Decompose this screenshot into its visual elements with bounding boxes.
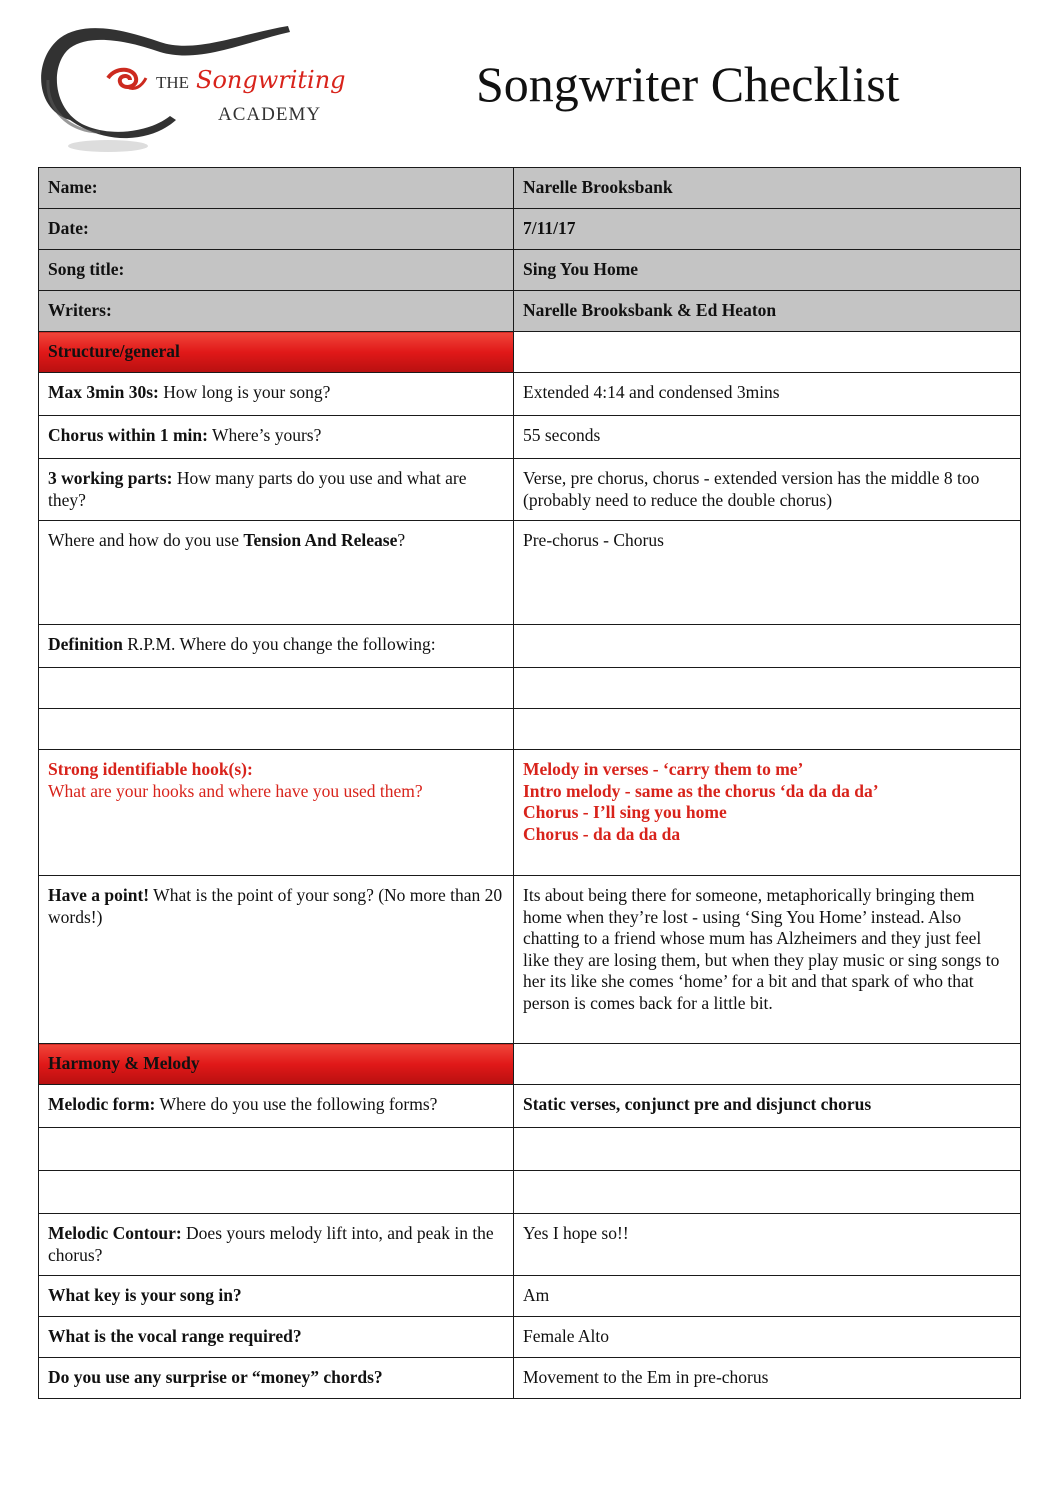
logo-the: THE [156, 73, 190, 92]
empty-cell [514, 1044, 1021, 1085]
question-bold: Melodic Contour: [48, 1223, 182, 1243]
question-cell: What key is your song in? [39, 1276, 514, 1317]
question-bold: Definition [48, 634, 123, 654]
answer-cell: Extended 4:14 and condensed 3mins [514, 373, 1021, 416]
info-value: Narelle Brooksbank & Ed Heaton [514, 291, 1021, 332]
empty-cell [39, 1171, 514, 1214]
answer-cell: Am [514, 1276, 1021, 1317]
empty-row [39, 1128, 1021, 1171]
question-bold: Have a point! [48, 885, 150, 905]
empty-row [39, 668, 1021, 709]
question-row-surprise [39, 1358, 1021, 1399]
info-value: 7/11/17 [514, 209, 1021, 250]
question-row-range [39, 1317, 1021, 1358]
question-row-contour [39, 1214, 1021, 1276]
empty-cell [514, 709, 1021, 750]
hook-answer: Intro melody - same as the chorus ‘da da da da’ [523, 780, 879, 801]
info-row-name [39, 168, 1021, 209]
question-cell [39, 373, 514, 416]
page-title: Songwriter Checklist [476, 56, 900, 112]
info-label: Song title: [39, 250, 514, 291]
logo-red-swirl [108, 70, 136, 87]
empty-cell [39, 709, 514, 750]
question-bold: 3 working parts: [48, 468, 173, 488]
question-text: How many parts do you use and what are they? [48, 468, 467, 510]
answer-cell [514, 750, 1021, 876]
question-row-chorus-time [39, 416, 1021, 459]
question-text: What is the point of your song? (No more than 20 words!) [48, 885, 503, 927]
info-row-writers [39, 291, 1021, 332]
empty-cell [514, 1171, 1021, 1214]
hook-answer: Melody in verses - ‘carry them to me’ [523, 759, 804, 779]
question-text: ? [397, 530, 406, 550]
question-row-definition [39, 625, 1021, 668]
answer-cell: Female Alto [514, 1317, 1021, 1358]
question-cell [39, 750, 514, 876]
answer-cell: Its about being there for someone, metaphorically bringing them home when they’re lost - using ‘Sing You Home’ instead. Also chatting to a friend whose mum has Alzheimers and they just feel like they are losing them, but when they play music or sing songs to her its like she comes ‘home’ for a bit and that spark of who that person is comes back for a little bit. [514, 876, 1021, 1044]
answer-cell [514, 625, 1021, 668]
question-text: What are your hooks and where have you used them? [48, 780, 423, 801]
empty-row [39, 1171, 1021, 1214]
question-cell [39, 1214, 514, 1276]
info-row-date [39, 209, 1021, 250]
question-cell: What is the vocal range required? [39, 1317, 514, 1358]
answer-cell: Static verses, conjunct pre and disjunct chorus [514, 1085, 1021, 1128]
hook-answer: Chorus - da da da da [523, 823, 681, 844]
question-row-hooks [39, 750, 1021, 876]
question-cell [39, 521, 514, 625]
section-row-harmony [39, 1044, 1021, 1085]
question-bold: Strong identifiable hook(s): [48, 759, 253, 779]
question-text: Where and how do you use [48, 530, 244, 550]
question-bold: Max 3min 30s: [48, 382, 159, 402]
answer-cell: 55 seconds [514, 416, 1021, 459]
empty-cell [39, 668, 514, 709]
info-value: Sing You Home [514, 250, 1021, 291]
answer-cell: Yes I hope so!! [514, 1214, 1021, 1276]
question-text: R.P.M. Where do you change the following: [122, 634, 436, 654]
question-cell [39, 459, 514, 521]
question-bold: Tension And Release [243, 530, 398, 550]
question-text: Where’s yours? [207, 425, 322, 445]
question-row-melodic-form [39, 1085, 1021, 1128]
question-cell [39, 1085, 514, 1128]
question-cell [39, 625, 514, 668]
info-label: Writers: [39, 291, 514, 332]
question-row-parts [39, 459, 1021, 521]
info-value: Narelle Brooksbank [514, 168, 1021, 209]
question-text: Where do you use the following forms? [155, 1094, 438, 1114]
songwriting-academy-logo [30, 20, 350, 160]
question-bold: Chorus within 1 min: [48, 425, 208, 445]
question-bold: Melodic form: [48, 1094, 156, 1114]
hook-answer: Chorus - I’ll sing you home [523, 802, 727, 822]
question-cell: Do you use any surprise or “money” chords? [39, 1358, 514, 1399]
section-header-structure: Structure/general [39, 332, 514, 373]
checklist-table [38, 167, 1021, 1399]
question-cell [39, 876, 514, 1044]
section-row-structure [39, 332, 1021, 373]
empty-row [39, 709, 1021, 750]
empty-cell [514, 668, 1021, 709]
empty-cell [514, 1128, 1021, 1171]
logo-academy: ACADEMY [218, 104, 322, 125]
logo-songwriting: Songwriting [196, 66, 346, 94]
info-label: Date: [39, 209, 514, 250]
question-row-tension [39, 521, 1021, 625]
question-row-key [39, 1276, 1021, 1317]
answer-cell: Movement to the Em in pre-chorus [514, 1358, 1021, 1399]
info-row-song-title [39, 250, 1021, 291]
answer-cell: Verse, pre chorus, chorus - extended version has the middle 8 too (probably need to reduce the double chorus) [514, 459, 1021, 521]
empty-cell [514, 332, 1021, 373]
answer-cell: Pre-chorus - Chorus [514, 521, 1021, 625]
empty-cell [39, 1128, 514, 1171]
question-text: Does yours melody lift into, and peak in the chorus? [48, 1223, 494, 1265]
info-label: Name: [39, 168, 514, 209]
section-header-harmony: Harmony & Melody [39, 1044, 514, 1085]
question-text: How long is your song? [158, 382, 331, 402]
question-row-length [39, 373, 1021, 416]
question-cell [39, 416, 514, 459]
question-row-point [39, 876, 1021, 1044]
